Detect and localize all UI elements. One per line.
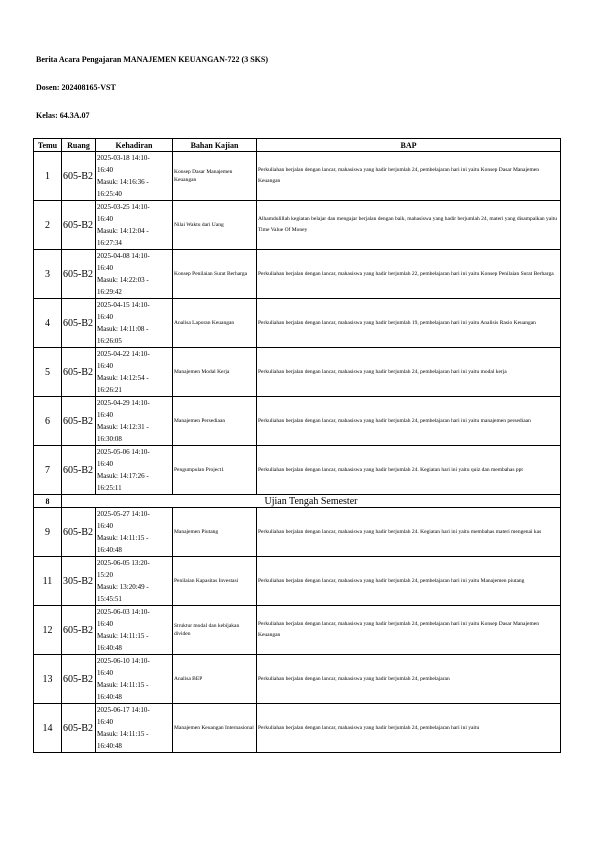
table-row (34, 348, 561, 397)
cell-bahan-kajian: Konsep Penilaian Surat Berharga (173, 250, 257, 299)
uts-row (34, 495, 561, 508)
cell-kehadiran (96, 152, 173, 201)
cell-ruang: 605-B2 (62, 201, 96, 250)
col-header-ruang: Ruang (62, 139, 96, 152)
kehadiran-line: 16:40 (97, 313, 113, 321)
col-header-bap: BAP (257, 139, 561, 152)
cell-bap: Perkuliahan berjalan dengan lancar, mahasiswa yang hadir berjumlah 24, pembelajaran hari ini yaitu Konsep Dasar Manajemen Keuangan (257, 606, 561, 655)
kehadiran-line: Masuk: 14:11:08 - (97, 325, 149, 333)
col-header-kehadiran: Kehadiran (96, 139, 173, 152)
cell-temu: 7 (34, 446, 62, 495)
cell-kehadiran (96, 299, 173, 348)
cell-temu: 5 (34, 348, 62, 397)
bap-table (33, 138, 561, 753)
cell-bahan-kajian: Penilaian Kapasitas Investasi (173, 557, 257, 606)
cell-bahan-kajian: Analisa Laporan Keuangan (173, 299, 257, 348)
kehadiran-line: 16:40 (97, 411, 113, 419)
cell-temu: 11 (34, 557, 62, 606)
kehadiran-line: 2025-03-25 14:10- (97, 203, 150, 211)
kehadiran-line: Masuk: 14:12:04 - (97, 227, 149, 235)
cell-bap: Perkuliahan berjalan dengan lancar, mahasiswa yang hadir berjumlah 24, pembelajaran hari ini yaitu manajemen persediaan (257, 397, 561, 446)
cell-bap: Perkuliahan berjalan dengan lancar, mahasiswa yang hadir berjumlah 24, pembelajaran (257, 655, 561, 704)
cell-bahan-kajian: Manajemen Modal Kerja (173, 348, 257, 397)
kehadiran-line: 16:40 (97, 718, 113, 726)
kehadiran-line: 2025-06-05 13:20- (97, 559, 150, 567)
kehadiran-line: Masuk: 14:12:54 - (97, 374, 149, 382)
kehadiran-line: 16:40:48 (97, 644, 122, 652)
kehadiran-line: Masuk: 14:17:26 - (97, 472, 149, 480)
cell-ruang: 605-B2 (62, 704, 96, 753)
uts-temu: 8 (34, 495, 62, 508)
cell-kehadiran (96, 606, 173, 655)
cell-ruang: 605-B2 (62, 152, 96, 201)
cell-bap: Perkuliahan berjalan dengan lancar, mahasiswa yang hadir berjumlah 24, pembelajaran hari ini yaitu modal kerja (257, 348, 561, 397)
kehadiran-line: 2025-04-22 14:10- (97, 350, 150, 358)
cell-temu: 13 (34, 655, 62, 704)
kehadiran-line: 16:40 (97, 522, 113, 530)
cell-ruang: 305-B2 (62, 557, 96, 606)
kehadiran-line: 16:40:48 (97, 742, 122, 750)
cell-bap: Perkuliahan berjalan dengan lancar, mahasiswa yang hadir berjumlah 24, pembelajaran hari ini yaitu (257, 704, 561, 753)
cell-bap: Perkuliahan berjalan dengan lancar, mahasiswa yang hadir berjumlah 24. Kegiatan hari ini yaitu quiz dan membahas ppt (257, 446, 561, 495)
kehadiran-line: 16:40:48 (97, 693, 122, 701)
col-header-temu: Temu (34, 139, 62, 152)
cell-bahan-kajian: Analisa BEP (173, 655, 257, 704)
cell-temu: 1 (34, 152, 62, 201)
cell-bap: Perkuliahan berjalan dengan lancar, mahasiswa yang hadir berjumlah 19, pembelajaran hari ini yaitu Analisis Rasio Keuangan (257, 299, 561, 348)
kehadiran-line: 2025-03-18 14:10- (97, 154, 150, 162)
cell-temu: 3 (34, 250, 62, 299)
table-row (34, 250, 561, 299)
kehadiran-line: 16:40 (97, 215, 113, 223)
kehadiran-line: 16:40 (97, 362, 113, 370)
table-row (34, 299, 561, 348)
cell-kehadiran (96, 655, 173, 704)
table-row (34, 446, 561, 495)
table-row (34, 397, 561, 446)
cell-kehadiran (96, 446, 173, 495)
kehadiran-line: Masuk: 14:12:31 - (97, 423, 149, 431)
cell-temu: 14 (34, 704, 62, 753)
cell-bahan-kajian: Struktur modal dan kebijakan dividen (173, 606, 257, 655)
table-row (34, 606, 561, 655)
cell-ruang: 605-B2 (62, 606, 96, 655)
cell-bahan-kajian: Pengumpulan Project1 (173, 446, 257, 495)
kehadiran-line: 2025-06-10 14:10- (97, 657, 150, 665)
col-header-bahan-kajian: Bahan Kajian (173, 139, 257, 152)
cell-temu: 2 (34, 201, 62, 250)
lecturer-line: Dosen: 202408165-VST (36, 83, 116, 92)
kehadiran-line: 2025-05-06 14:10- (97, 448, 150, 456)
cell-ruang: 605-B2 (62, 397, 96, 446)
table-row (34, 557, 561, 606)
kehadiran-line: Masuk: 14:11:15 - (97, 534, 149, 542)
kehadiran-line: Masuk: 14:11:15 - (97, 730, 149, 738)
cell-kehadiran (96, 250, 173, 299)
kehadiran-line: 16:40 (97, 620, 113, 628)
kehadiran-line: Masuk: 14:22:03 - (97, 276, 149, 284)
kehadiran-line: 16:25:40 (97, 190, 122, 198)
table-row (34, 152, 561, 201)
table-body (34, 152, 561, 753)
cell-bap: Perkuliahan berjalan dengan lancar, mahasiswa yang hadir berjumlah 24, pembelajaran hari ini yaitu Konsep Dasar Manajemen Keuangan (257, 152, 561, 201)
cell-bahan-kajian: Nilai Waktu dari Uang (173, 201, 257, 250)
kehadiran-line: Masuk: 14:16:36 - (97, 178, 149, 186)
cell-bahan-kajian: Konsep Dasar Manajemen Keuangan (173, 152, 257, 201)
kehadiran-line: 2025-05-27 14:10- (97, 510, 150, 518)
kehadiran-line: 16:40 (97, 264, 113, 272)
kehadiran-line: 16:40 (97, 460, 113, 468)
kehadiran-line: 16:40 (97, 669, 113, 677)
table-row (34, 704, 561, 753)
table-row (34, 508, 561, 557)
table-row (34, 201, 561, 250)
kehadiran-line: 2025-04-29 14:10- (97, 399, 150, 407)
cell-bahan-kajian: Manajemen Keuangan Internasional (173, 704, 257, 753)
cell-ruang: 605-B2 (62, 655, 96, 704)
cell-bahan-kajian: Manajemen Persediaan (173, 397, 257, 446)
kehadiran-line: 16:30:08 (97, 435, 122, 443)
cell-temu: 6 (34, 397, 62, 446)
cell-bap: Perkuliahan berjalan dengan lancar, mahasiswa yang hadir berjumlah 24. Kegiatan hari ini yaitu membahas materi mengenai kas (257, 508, 561, 557)
kehadiran-line: 16:26:05 (97, 337, 122, 345)
cell-ruang: 605-B2 (62, 250, 96, 299)
kehadiran-line: 16:40:48 (97, 546, 122, 554)
cell-kehadiran (96, 397, 173, 446)
cell-kehadiran (96, 201, 173, 250)
cell-bap: Alhamdulillah kegiatan belajar dan mengajar berjalan dengan baik, mahasiswa yang hadir berjumlah 24, materi yang disampaikan yaitu Time Value Of Money (257, 201, 561, 250)
cell-kehadiran (96, 508, 173, 557)
cell-ruang: 605-B2 (62, 299, 96, 348)
cell-temu: 12 (34, 606, 62, 655)
kehadiran-line: 2025-04-15 14:10- (97, 301, 150, 309)
document-title: Berita Acara Pengajaran MANAJEMEN KEUANGAN-722 (3 SKS) (36, 55, 268, 64)
cell-temu: 4 (34, 299, 62, 348)
uts-label: Ujian Tengah Semester (62, 495, 561, 508)
table-row (34, 655, 561, 704)
kehadiran-line: 16:29:42 (97, 288, 122, 296)
kehadiran-line: 2025-04-08 14:10- (97, 252, 150, 260)
kehadiran-line: 16:25:11 (97, 484, 122, 492)
kehadiran-line: Masuk: 14:11:15 - (97, 632, 149, 640)
cell-bap: Perkuliahan berjalan dengan lancar, mahasiswa yang hadir berjumlah 24, pembelajaran hari ini yaitu Manajemen piutang (257, 557, 561, 606)
cell-temu: 9 (34, 508, 62, 557)
cell-kehadiran (96, 704, 173, 753)
kehadiran-line: Masuk: 13:20:49 - (97, 583, 149, 591)
kehadiran-line: 16:26:21 (97, 386, 122, 394)
cell-kehadiran (96, 348, 173, 397)
kehadiran-line: 16:27:34 (97, 239, 122, 247)
kehadiran-line: 2025-06-03 14:10- (97, 608, 150, 616)
cell-ruang: 605-B2 (62, 446, 96, 495)
cell-ruang: 605-B2 (62, 348, 96, 397)
kehadiran-line: Masuk: 14:11:15 - (97, 681, 149, 689)
cell-bahan-kajian: Manajemen Piutang (173, 508, 257, 557)
class-line: Kelas: 64.3A.07 (36, 111, 90, 120)
kehadiran-line: 15:45:51 (97, 595, 122, 603)
kehadiran-line: 15:20 (97, 571, 113, 579)
cell-kehadiran (96, 557, 173, 606)
kehadiran-line: 2025-06-17 14:10- (97, 706, 150, 714)
table-header-row (34, 139, 561, 152)
kehadiran-line: 16:40 (97, 166, 113, 174)
cell-ruang: 605-B2 (62, 508, 96, 557)
cell-bap: Perkuliahan berjalan dengan lancar, mahasiswa yang hadir berjumlah 22, pembelajaran hari ini yaitu Konsep Penilaian Surat Berharga (257, 250, 561, 299)
